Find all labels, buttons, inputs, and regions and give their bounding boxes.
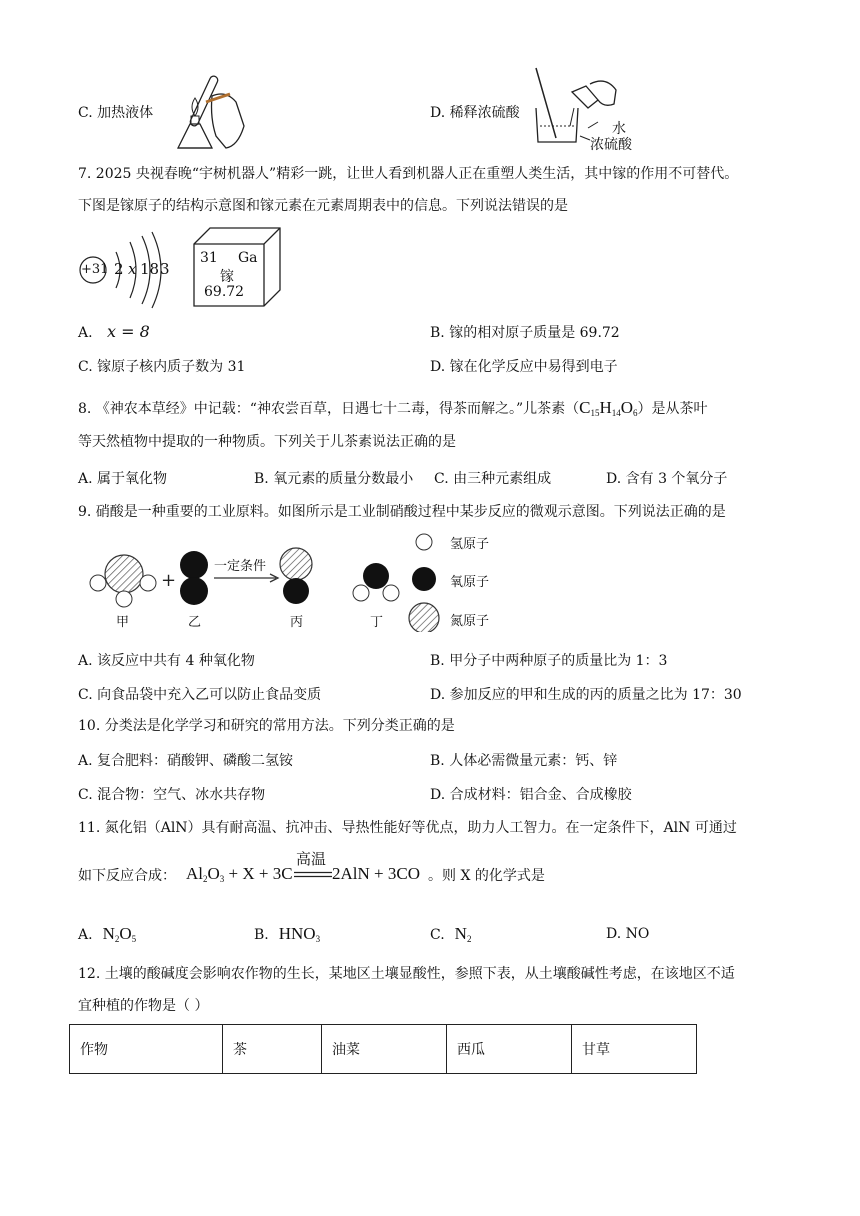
eq-left-al: Al [186, 864, 203, 883]
q7-option-d: D. 镓在化学反应中易得到电子 [430, 359, 618, 375]
q11-option-a-sub2: 5 [131, 934, 137, 944]
nucleus-charge: +31 [81, 262, 109, 277]
equation-equals-sign [294, 871, 332, 879]
q10-option-a: A. 复合肥料：硝酸钾、磷酸二氢铵 [78, 753, 294, 769]
legend-hydrogen: 氢原子 [450, 537, 490, 552]
label-yi: 乙 [188, 615, 202, 630]
q10-option-c: C. 混合物：空气、冰水共存物 [78, 787, 266, 803]
q11-option-b-text: HNO [278, 924, 316, 943]
q7-option-c: C. 镓原子核内质子数为 31 [78, 359, 246, 375]
q8-stem-line1 [78, 398, 708, 423]
q12-stem-line1: 12. 土壤的酸碱度会影响农作物的生长，某地区土壤显酸性，参照下表，从土壤酸碱性考虑，在该地区不适 [78, 966, 735, 982]
q8-option-c: C. 由三种元素组成 [434, 471, 552, 487]
q11-stem-line2 [78, 866, 176, 886]
table-header-cell: 作物 [70, 1025, 223, 1074]
formula-o: O [620, 398, 634, 417]
table-header-cell: 茶 [223, 1025, 322, 1074]
q8-stem-text-a: 8. 《神农本草经》中记载：“神农尝百草，日遇七十二毒，得茶而解之。”儿茶素（ [78, 401, 580, 417]
q7-option-a-expr: x = 8 [107, 322, 150, 341]
eq-left-o: O [207, 864, 220, 883]
q11-option-c-sub: 2 [466, 934, 472, 944]
q11-option-a [78, 924, 136, 944]
q6-option-c: C. 加热液体 [78, 105, 154, 121]
q12-stem-line2: 宜种植的作物是（ ） [78, 998, 209, 1014]
shell-2-count: x [128, 260, 137, 278]
table-header-cell: 甘草 [572, 1025, 697, 1074]
fig-d-label-water: 水 [612, 121, 626, 137]
shell-4-count: 3 [160, 260, 170, 278]
q10-option-d: D. 合成材料：铝合金、合成橡胶 [430, 787, 632, 803]
q10-option-b: B. 人体必需微量元素：钙、锌 [430, 753, 618, 769]
formula-c-sub: 15 [590, 408, 600, 418]
element-name: 镓 [220, 269, 234, 285]
q11-stem-text-b: 。则 X 的化学式是 [428, 868, 545, 884]
q9-stem: 9. 硝酸是一种重要的工业原料。如图所示是工业制硝酸过程中某步反应的微观示意图。下列说法正确的是 [78, 504, 726, 520]
gallium-periodic-cell [190, 226, 282, 308]
q9-option-d: D. 参加反应的甲和生成的丙的质量之比为 17：30 [430, 687, 742, 703]
q6-option-d: D. 稀释浓硫酸 [430, 105, 520, 121]
q11-equation-left [186, 864, 293, 884]
q11-option-b-sub: 3 [315, 934, 321, 944]
q11-option-a-sub1: 2 [114, 934, 120, 944]
formula-h: H [599, 398, 612, 417]
q11-option-a-o: O [119, 924, 132, 943]
q11-option-c [430, 924, 471, 944]
svg-text:+: + [161, 570, 177, 591]
q11-option-b [254, 924, 320, 944]
q11-stem-line1: 11. 氮化铝（AlN）具有耐高温、抗冲击、导热性能好等优点，助力人工智力。在一定条件下，AlN 可通过 [78, 820, 737, 836]
label-bing: 丙 [290, 615, 304, 630]
q11-equation-right: 2AlN + 3CO [332, 864, 420, 883]
label-ding: 丁 [370, 615, 384, 630]
q11-option-d: D. NO [606, 926, 650, 942]
q11-option-c-prefix: C. [430, 927, 445, 943]
q11-option-a-prefix: A. [78, 927, 93, 943]
shell-1-count: 2 [114, 260, 124, 278]
eq-left-sub1: 2 [203, 874, 208, 884]
shell-3-count: 18 [140, 260, 160, 278]
q7-option-a-prefix: A. [78, 325, 93, 341]
formula-h-sub: 14 [611, 408, 621, 418]
q9-option-c: C. 向食品袋中充入乙可以防止食品变质 [78, 687, 322, 703]
table-row [70, 1025, 697, 1074]
q10-stem: 10. 分类法是化学学习和研究的常用方法。下列分类正确的是 [78, 718, 455, 734]
q9-option-b: B. 甲分子中两种原子的质量比为 1：3 [430, 653, 668, 669]
q7-option-a [78, 322, 150, 341]
q11-equation-condition: 高温 [296, 850, 327, 868]
element-symbol: Ga [238, 250, 258, 266]
q8-option-b: B. 氧元素的质量分数最小 [254, 471, 414, 487]
table-header-cell: 西瓜 [447, 1025, 572, 1074]
q11-option-b-prefix: B. [254, 927, 269, 943]
q8-option-a: A. 属于氧化物 [78, 471, 168, 487]
q9-option-a: A. 该反应中共有 4 种氧化物 [78, 653, 255, 669]
q11-option-c-text: N [454, 924, 467, 943]
crop-table [69, 1024, 697, 1074]
q7-stem-line1: 7. 2025 央视春晚“宇树机器人”精彩一跳，让世人看到机器人正在重塑人类生活，其中镓的作用不可替代。 [78, 166, 739, 182]
formula-o-sub: 6 [633, 408, 638, 418]
formula-c: C [579, 398, 591, 417]
heating-liquid-figure [160, 66, 250, 152]
element-mass: 69.72 [204, 284, 245, 300]
q8-stem-text-b: ）是从茶叶 [637, 401, 708, 417]
table-header-cell: 油菜 [322, 1025, 447, 1074]
q8-option-d: D. 含有 3 个氧分子 [606, 471, 728, 487]
gallium-atom-diagram [78, 226, 178, 310]
catechin-formula [579, 398, 637, 417]
eq-left-rest: + X + 3C [224, 864, 293, 883]
q11-option-a-n: N [102, 924, 115, 943]
q7-stem-line2: 下图是镓原子的结构示意图和镓元素在元素周期表中的信息。下列说法错误的是 [78, 198, 568, 214]
element-number: 31 [200, 250, 218, 266]
q8-stem-line2: 等天然植物中提取的一种物质。下列关于儿茶素说法正确的是 [78, 434, 456, 450]
legend-nitrogen: 氮原子 [450, 614, 490, 629]
arrow-condition-label: 一定条件 [214, 559, 267, 574]
eq-left-sub2: 3 [219, 874, 225, 884]
fig-d-label-acid: 浓硫酸 [590, 137, 632, 153]
q7-option-b: B. 镓的相对原子质量是 69.72 [430, 325, 620, 341]
legend-oxygen: 氧原子 [450, 575, 490, 590]
q11-stem-text-a: 如下反应合成： [78, 868, 176, 884]
label-jia: 甲 [116, 615, 130, 630]
